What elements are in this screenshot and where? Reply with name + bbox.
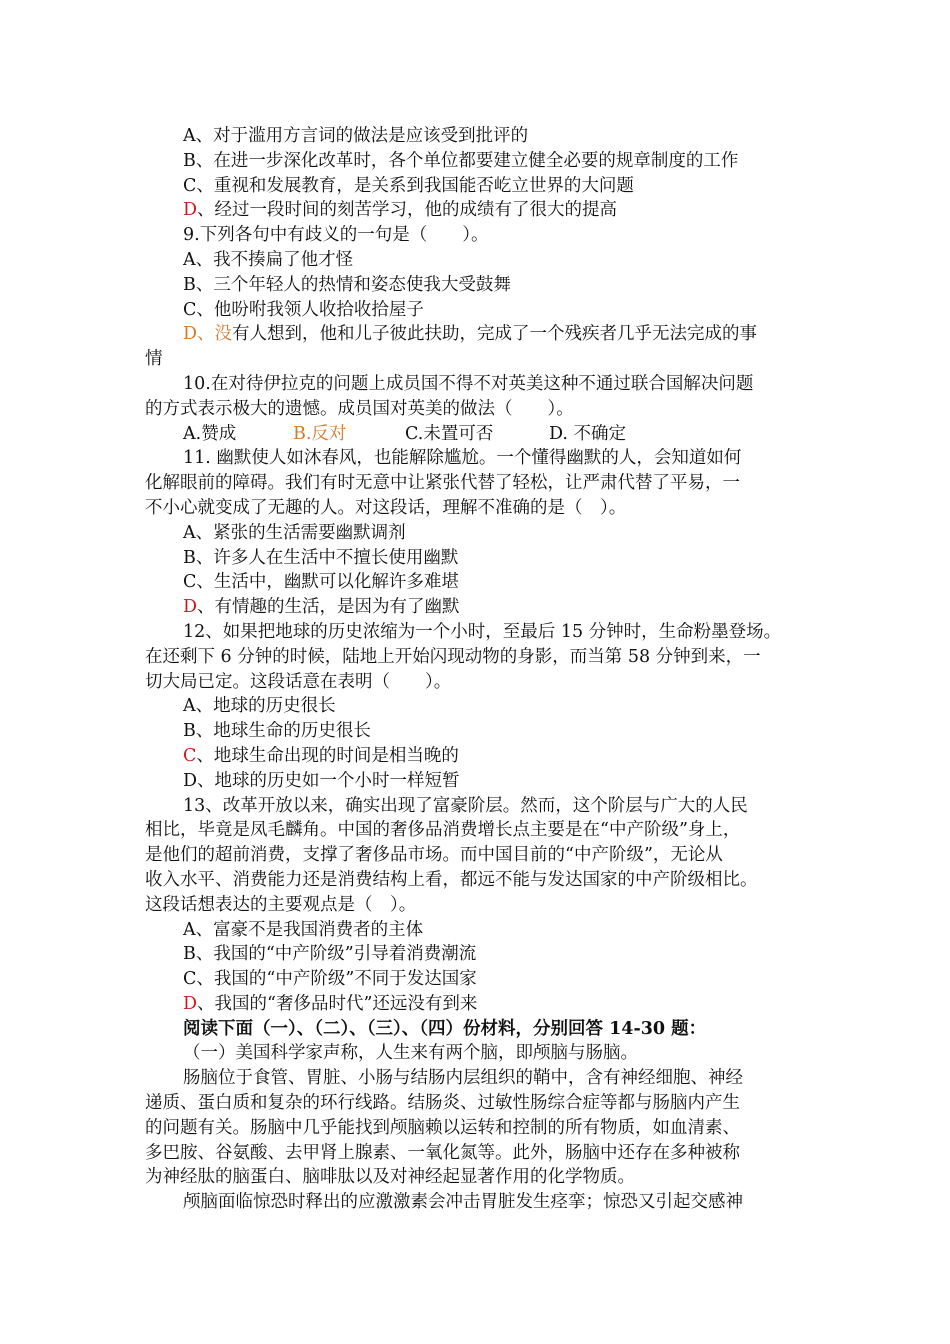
- q11-stem-line-1: 11. 幽默使人如沐春风，也能解除尴尬。一个懂得幽默的人，会知道如何: [183, 448, 742, 469]
- q12-stem-line-2: 在还剩下 6 分钟的时候，陆地上开始闪现动物的身影，而当第 58 分钟到来，一: [145, 646, 761, 667]
- q13-stem-line-4: 收入水平、消费能力还是消费结构上看，都远不能与发达国家的中产阶级相比。: [145, 869, 758, 890]
- q9-option-d-text: 有人想到，他和儿子彼此扶助，完成了一个残疾者几乎无法完成的事: [232, 324, 758, 345]
- reading-heading: 阅读下面（一）、（二）、（三）、（四）份材料，分别回答 14-30 题：: [183, 1018, 707, 1039]
- q11-option-d-text: 、有情趣的生活，是因为有了幽默: [197, 597, 460, 618]
- q10-options: [145, 422, 817, 447]
- q10-option-a: A.赞成: [183, 423, 237, 444]
- q9-stem: 9.下列各句中有歧义的一句是（ ）。: [183, 225, 489, 246]
- reading-passage-1-intro: （一）美国科学家声称，人生来有两个脑，即颅脑与肠脑。: [183, 1043, 638, 1064]
- q8-answer-mark: D: [183, 200, 198, 221]
- q9-option-b: B、三个年轻人的热情和姿态使我大受鼓舞: [183, 274, 511, 295]
- reading-paragraph-line: 多巴胺、谷氨酸、去甲肾上腺素、一氧化氮等。此外，肠脑中还存在多种被称: [145, 1142, 740, 1163]
- q8-option-d-text: 、经过一段时间的刻苦学习，他的成绩有了很大的提高: [197, 200, 618, 221]
- q10-stem-line-1: 10.在对待伊拉克的问题上成员国不得不对英美这种不通过联合国解决问题: [183, 373, 754, 394]
- q12-option-c: [145, 744, 817, 769]
- reading-paragraph-line: 的问题有关。肠脑中几乎能找到颅脑赖以运转和控制的所有物质，如血清素、: [145, 1117, 740, 1138]
- q8-option-c: C、重视和发展教育，是关系到我国能否屹立世界的大问题: [183, 175, 634, 196]
- q13-stem-line-1: 13、改革开放以来，确实出现了富豪阶层。然而，这个阶层与广大的人民: [183, 795, 748, 816]
- q8-option-b: B、在进一步深化改革时，各个单位都要建立健全必要的规章制度的工作: [183, 150, 739, 171]
- q8-option-d: [145, 198, 817, 223]
- reading-paragraph-line: 颅脑面临惊恐时释出的应激激素会冲击胃脏发生痉挛；惊恐又引起交感神: [183, 1192, 743, 1213]
- q13-answer-mark: D: [183, 993, 198, 1014]
- q13-stem-line-3: 是他们的超前消费，支撑了奢侈品市场。而中国目前的“中产阶级”，无论从: [145, 845, 723, 866]
- q12-option-a: A、地球的历史很长: [183, 696, 336, 717]
- q11-option-c: C、生活中，幽默可以化解许多难堪: [183, 572, 459, 593]
- q11-answer-mark: D: [183, 597, 198, 618]
- q11-option-d: [145, 595, 817, 620]
- q10-option-d: D. 不确定: [549, 423, 627, 444]
- q11-stem-line-3: 不小心就变成了无趣的人。对这段话，理解不准确的是（ ）。: [145, 497, 627, 518]
- q11-option-b: B、许多人在生活中不擅长使用幽默: [183, 547, 459, 568]
- q10-stem-line-2: 的方式表示极大的遗憾。成员国对英美的做法（ ）。: [145, 398, 574, 419]
- q9-option-c: C、他吩咐我领人收拾收拾屋子: [183, 299, 424, 320]
- q13-stem-line-2: 相比，毕竟是凤毛麟角。中国的奢侈品消费增长点主要是在“中产阶级”身上，: [145, 820, 741, 841]
- q12-stem-line-3: 切大局已定。这段话意在表明（ ）。: [145, 671, 452, 692]
- q13-option-b: B、我国的“中产阶级”引导着消费潮流: [183, 944, 477, 965]
- q10-option-c: C.未置可否: [405, 423, 494, 444]
- q10-option-b: B.反对: [293, 423, 347, 444]
- q11-stem-line-2: 化解眼前的障碍。我们有时无意中让紧张代替了轻松，让严肃代替了平易，一: [145, 473, 740, 494]
- q13-option-d-text: 、我国的“奢侈品时代”还远没有到来: [197, 993, 478, 1014]
- q12-answer-mark: C: [183, 745, 197, 766]
- q12-option-c-text: 、地球生命出现的时间是相当晚的: [196, 745, 459, 766]
- q13-option-d: [145, 992, 817, 1017]
- q13-stem-line-5: 这段话想表达的主要观点是（ ）。: [145, 894, 417, 915]
- reading-paragraph-line: 肠脑位于食管、胃脏、小肠与结肠内层组织的鞘中，含有神经细胞、神经: [183, 1068, 743, 1089]
- q9-answer-mark: D、没: [183, 324, 233, 345]
- q12-stem-line-1: 12、如果把地球的历史浓缩为一个小时，至最后 15 分钟时，生命粉墨登场。: [183, 621, 782, 642]
- q8-option-a: A、对于滥用方言词的做法是应该受到批评的: [183, 126, 529, 146]
- q12-option-b: B、地球生命的历史很长: [183, 721, 371, 742]
- q9-option-d: [145, 322, 817, 347]
- q11-option-a: A、紧张的生活需要幽默调剂: [183, 522, 406, 543]
- reading-paragraph-line: 为神经肽的脑蛋白、脑啡肽以及对神经起显著作用的化学物质。: [145, 1167, 635, 1188]
- q13-option-a: A、富豪不是我国消费者的主体: [183, 919, 424, 940]
- q9-option-d-continued: 情: [145, 349, 163, 370]
- reading-paragraph-line: 递质、蛋白质和复杂的环行线路。结肠炎、过敏性肠综合症等都与肠脑内产生: [145, 1093, 740, 1114]
- q9-option-a: A、我不揍扁了他才怪: [183, 249, 354, 270]
- q12-option-d: D、地球的历史如一个小时一样短暂: [183, 770, 460, 791]
- q13-option-c: C、我国的“中产阶级”不同于发达国家: [183, 969, 477, 990]
- document-page: [145, 124, 817, 1215]
